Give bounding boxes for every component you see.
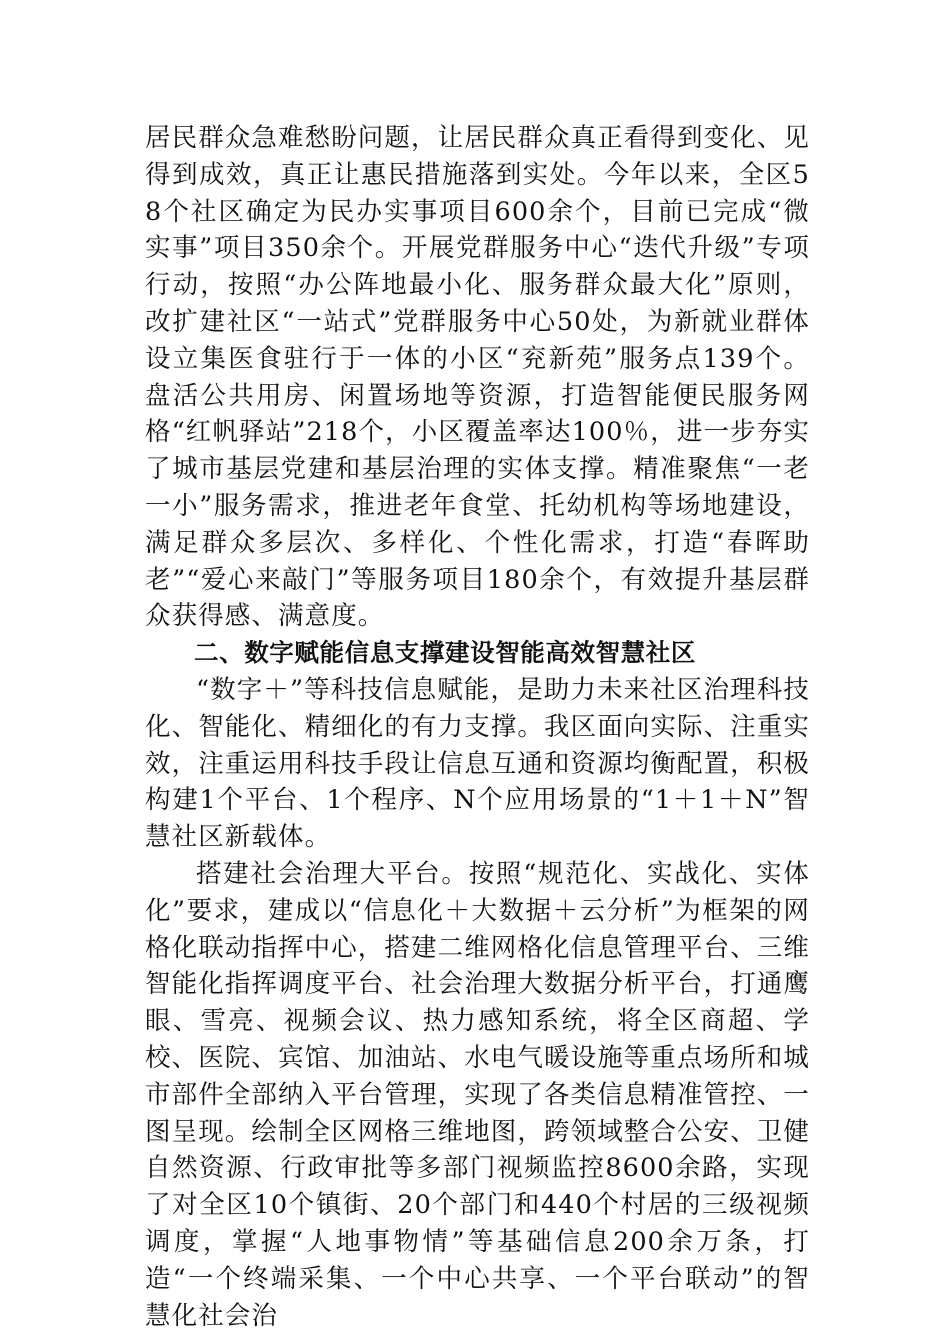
body-paragraph: 搭建社会治理大平台。按照“规范化、实战化、实体化”要求，建成以“信息化＋大数据＋云分析”为框架的网格化联动指挥中心，搭建二维网格化信息管理平台、三维智能化指挥调度平台、社会治理大数据分析平台，打通鹰眼、雪亮、视频会议、热力感知系统，将全区商超、学校、医院、宾馆、加油站、水电气暖设施等重点场所和城市部件全部纳入平台管理，实现了各类信息精准管控、一图呈现。绘制全区网格三维地图，跨领域整合公安、卫健自然资源、行政审批等多部门视频监控8600余路，实现了对全区10个镇街、20个部门和440个村居的三级视频调度，掌握“人地事物情”等基础信息200余万条，打造“一个终端采集、一个中心共享、一个平台联动”的智慧化社会治	[145, 858, 811, 1331]
section-heading: 二、数字赋能信息支撑建设智能高效智慧社区	[194, 638, 696, 668]
body-paragraph: 居民群众急难愁盼问题，让居民群众真正看得到变化、见得到成效，真正让惠民措施落到实处。今年以来，全区58个社区确定为民办实事项目600余个，目前已完成“微实事”项目350余个。开展党群服务中心“迭代升级”专项行动，按照“办公阵地最小化、服务群众最大化”原则，改扩建社区“一站式”党群服务中心50处，为新就业群体设立集医食驻行于一体的小区“兖新苑”服务点139个。盘活公共用房、闲置场地等资源，打造智能便民服务网格“红帆驿站”218个，小区覆盖率达100％，进一步夯实了城市基层党建和基层治理的实体支撑。精准聚焦“一老一小”服务需求，推进老年食堂、托幼机构等场地建设，满足群众多层次、多样化、个性化需求，打造“春晖助老”“爱心来敲门”等服务项目180余个，有效提升基层群众获得感、满意度。	[145, 123, 811, 632]
body-paragraph: “数字＋”等科技信息赋能，是助力未来社区治理科技化、智能化、精细化的有力支撑。我区面向实际、注重实效，注重运用科技手段让信息互通和资源均衡配置，积极构建1个平台、1个程序、N个应用场景的“1＋1＋N”智慧社区新载体。	[145, 674, 811, 853]
document-page	[145, 120, 810, 1334]
